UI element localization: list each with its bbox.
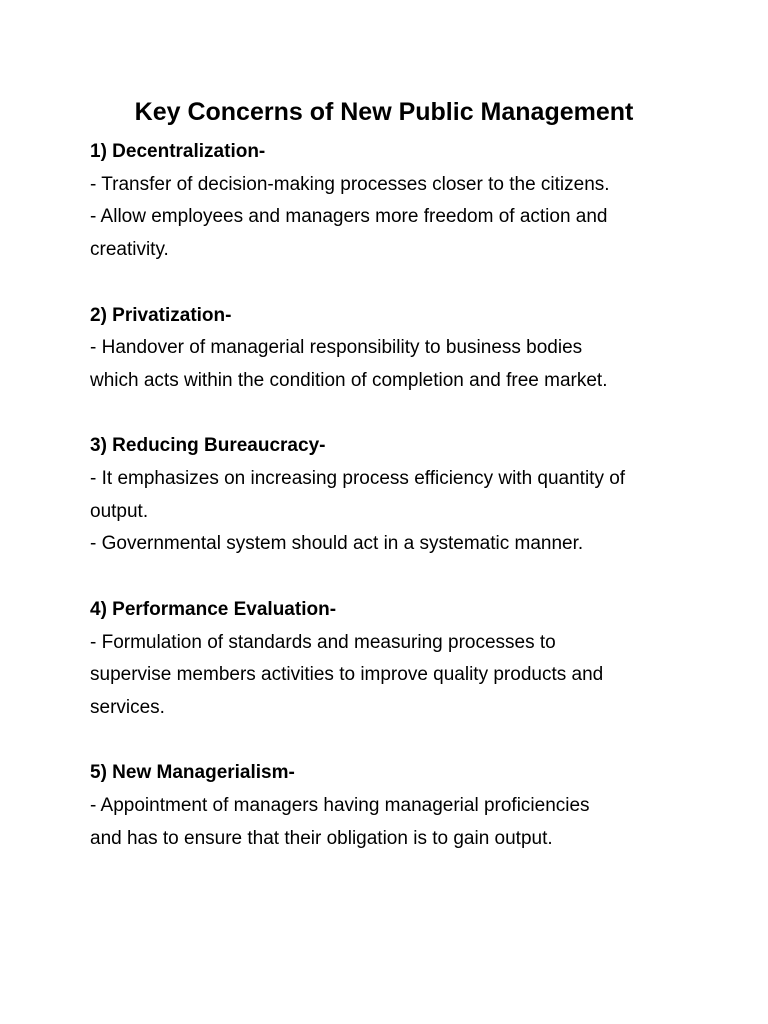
section-line: and has to ensure that their obligation is to gain output. xyxy=(90,827,553,849)
section-line: - Formulation of standards and measuring processes to xyxy=(90,631,556,653)
section-new-managerialism xyxy=(90,757,690,855)
section-line: - It emphasizes on increasing process efficiency with quantity of xyxy=(90,468,626,489)
section-heading: 3) Reducing Bureaucracy- xyxy=(90,435,326,457)
section-line: services. xyxy=(90,696,165,718)
section-privatization xyxy=(90,300,690,398)
section-reducing-bureaucracy xyxy=(90,430,690,561)
section-performance-evaluation xyxy=(90,594,690,725)
section-heading: 4) Performance Evaluation- xyxy=(90,598,337,620)
section-line: - Governmental system should act in a systematic manner. xyxy=(90,533,584,555)
section-heading: 2) Privatization- xyxy=(90,304,232,326)
section-line: supervise members activities to improve quality products and xyxy=(90,664,604,686)
document-title: Key Concerns of New Public Management xyxy=(134,98,634,126)
section-heading: 1) Decentralization- xyxy=(90,141,266,162)
section-decentralization xyxy=(90,136,690,267)
section-line: output. xyxy=(90,500,149,522)
section-line: - Allow employees and managers more freedom of action and xyxy=(90,206,608,228)
section-heading: 5) New Managerialism- xyxy=(90,762,295,784)
section-line: - Transfer of decision-making processes closer to the citizens. xyxy=(90,173,610,195)
document-body xyxy=(90,136,690,888)
section-line: - Handover of managerial responsibility to business bodies xyxy=(90,337,583,359)
section-line: which acts within the condition of completion and free market. xyxy=(90,369,608,391)
section-line: - Appointment of managers having managerial proficiencies xyxy=(90,795,590,816)
section-line: creativity. xyxy=(90,239,169,261)
